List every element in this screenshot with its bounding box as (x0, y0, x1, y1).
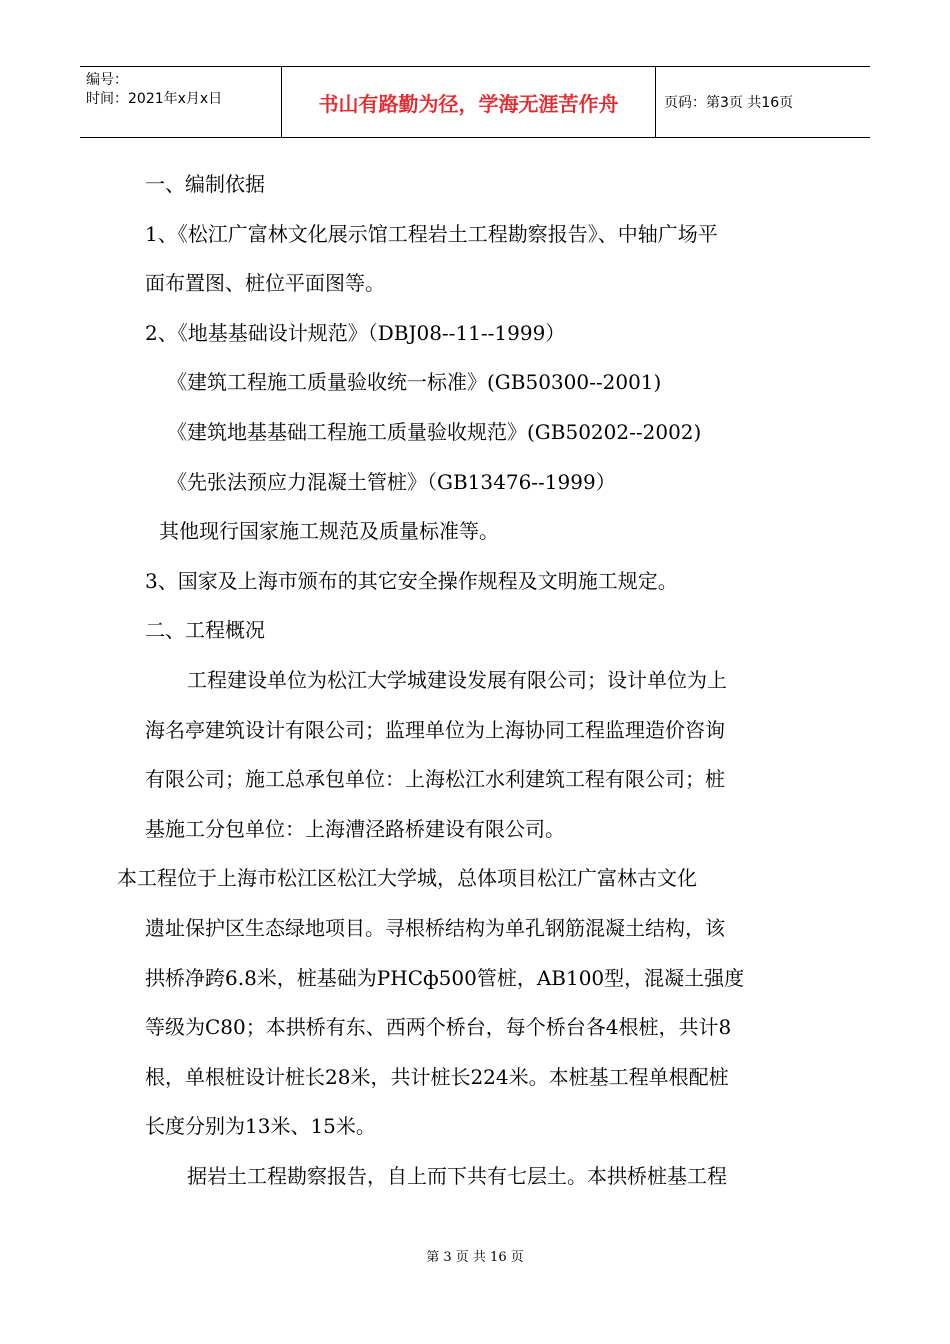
body-line: 有限公司；施工总承包单位：上海松江水利建筑工程有限公司；桩 (145, 767, 725, 792)
body-line: 其他现行国家施工规范及质量标准等。 (159, 519, 499, 544)
body-line: 《建筑工程施工质量验收统一标准》(GB50300--2001) (167, 370, 662, 395)
body-line: 海名亭建筑设计有限公司；监理单位为上海协同工程监理造价咨询 (145, 717, 725, 742)
header-meta (80, 67, 282, 137)
body-line: 面布置图、桩位平面图等。 (145, 271, 385, 296)
body-line: 《建筑地基基础工程施工质量验收规范》(GB50202--2002) (167, 419, 702, 444)
body-line: 2、《地基基础设计规范》（DBJ08--11--1999） (145, 320, 566, 345)
body-line: 1、《松江广富林文化展示馆工程岩土工程勘察报告》、中轴广场平 (145, 221, 718, 246)
body-line: 3、国家及上海市颁布的其它安全操作规程及文明施工规定。 (145, 568, 678, 593)
body-line: 本工程位于上海市松江区松江大学城，总体项目松江广富林古文化 (117, 866, 697, 891)
header-page-info: 页码：第3页 共16页 (664, 95, 794, 111)
section-heading-overview: 二、工程概况 (145, 618, 265, 643)
body-line: 等级为C80；本拱桥有东、西两个桥台，每个桥台各4根桩，共计8 (145, 1015, 732, 1040)
document-number-label: 编号： (86, 72, 128, 88)
page-footer: 第 3 页 共 16 页 (426, 1250, 524, 1265)
document-body (117, 160, 805, 1201)
body-line: 根，单根桩设计桩长28米，共计桩长224米。本桩基工程单根配桩 (145, 1064, 729, 1089)
body-line: 《先张法预应力混凝土管桩》（GB13476--1999） (167, 469, 616, 494)
header-motto: 书山有路勤为径，学海无涯苦作舟 (282, 67, 656, 137)
document-time-label: 时间：2021年x月x日 (86, 91, 223, 107)
section-heading-basis: 一、编制依据 (145, 172, 265, 196)
body-line: 工程建设单位为松江大学城建设发展有限公司；设计单位为上 (187, 667, 727, 692)
body-line: 遗址保护区生态绿地项目。寻根桥结构为单孔钢筋混凝土结构，该 (145, 915, 725, 940)
body-line: 拱桥净跨6.8米，桩基础为PHCф500管桩，AB100型，混凝土强度 (145, 965, 745, 990)
body-line: 据岩土工程勘察报告，自上而下共有七层土。本拱桥桩基工程 (187, 1163, 727, 1188)
document-header (80, 66, 870, 138)
body-line: 长度分别为13米、15米。 (145, 1114, 376, 1139)
body-line: 基施工分包单位：上海漕泾路桥建设有限公司。 (145, 816, 565, 841)
